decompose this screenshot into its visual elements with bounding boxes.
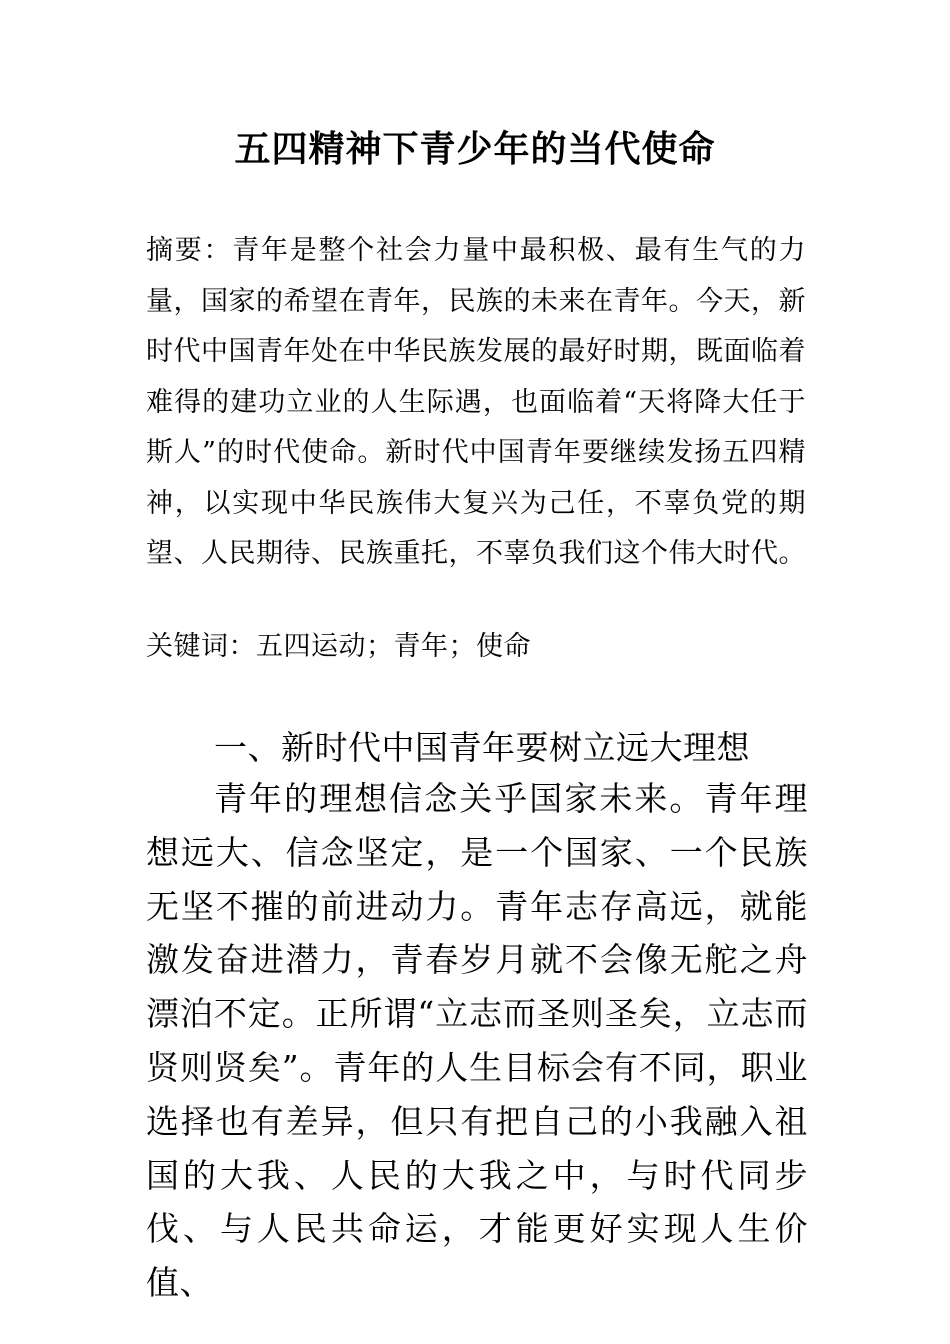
- body-paragraph: 青年的理想信念关乎国家未来。青年理想远大、信念坚定，是一个国家、一个民族无坚不摧的前进动力。青年志存高远，就能激发奋进潜力，青春岁月就不会像无舵之舟漂泊不定。正所谓“立志而圣则圣矣，立志而贤则贤矣”。青年的人生目标会有不同，职业选择也有差异，但只有把自己的小我融入祖国的大我、人民的大我之中，与时代同步伐、与人民共命运，才能更好实现人生价值、: [146, 779, 808, 1303]
- body-paragraph-block: [146, 772, 808, 1310]
- document-title: 五四精神下青少年的当代使命: [234, 129, 716, 170]
- keywords-line: 关键词：五四运动；青年；使命: [146, 631, 531, 662]
- abstract-block: [146, 226, 806, 580]
- section-heading: 一、新时代中国青年要树立远大理想: [214, 728, 750, 767]
- abstract-text: 摘要：青年是整个社会力量中最积极、最有生气的力量，国家的希望在青年，民族的未来在青年。今天，新时代中国青年处在中华民族发展的最好时期，既面临着难得的建功立业的人生际遇，也面临着“天将降大任于斯人”的时代使命。新时代中国青年要继续发扬五四精神，以实现中华民族伟大复兴为己任，不辜负党的期望、人民期待、民族重托，不辜负我们这个伟大时代。: [146, 235, 806, 569]
